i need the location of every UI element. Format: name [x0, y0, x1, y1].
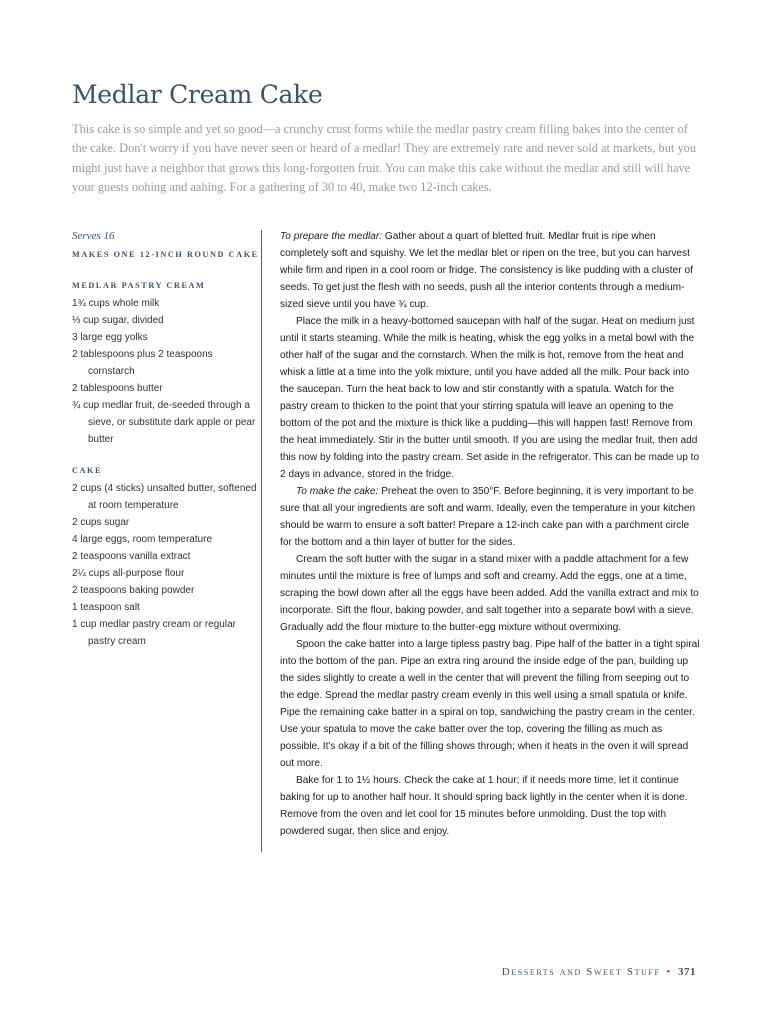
column-divider	[261, 230, 262, 852]
instruction-text: Cream the soft butter with the sugar in a stand mixer with a paddle attachment for a few minutes until the mixture is free of lumps and soft and creamy. Add the eggs, one at a time, scraping the bowl down after all the eggs have been added. Add the vanilla extract and mix to incorporate. Sift the flour, baking powder, and salt together into a separate bowl with a sieve. Gradually add the flour mixture to the butter-egg mixture without overmixing.	[280, 554, 699, 633]
instruction-text: Spoon the cake batter into a large tipless pastry bag. Pipe half of the batter in a tight spiral into the bottom of the pan. Pipe an extra ring around the inside edge of the pan, building up the sides slightly to create a well in the center that will prevent the filling from seeping out to the edge. Spread the medlar pastry cream evenly in this well using a small spatula or knife. Pipe the remaining cake batter in a spiral on top, sandwiching the pastry cream in the center. Use your spatula to move the cake batter over the top, covering the filling as much as possible. It's okay if a bit of the filling shows through; when it heats in the oven it will spread out more.	[280, 639, 700, 769]
serves: Serves 16	[72, 230, 115, 242]
ingredient-list-cake	[72, 480, 262, 650]
instruction-text: Place the milk in a heavy-bottomed saucepan with half of the sugar. Heat on medium just until it starts steaming. While the milk is heating, whisk the egg yolks in a metal bowl with the other half of the sugar and the cornstarch. When the milk is hot, remove from the heat and whisk a little at a time into the yolk mixture, until you have added all the milk. Pour back into the saucepan. Turn the heat back to low and stir constantly with a spatula. Watch for the pastry cream to thicken to the point that your stirring spatula will leave an opening to the bottom of the pot and the mixture is thick like a pudding—this will happen fast! Remove from the heat immediately. Stir in the butter until smooth. If you are using the medlar fruit, then add this now by folding into the pastry cream. Set aside in the refrigerator. This can be made up to 2 days in advance, stored in the fridge.	[280, 316, 700, 480]
ingredient-item: 1 teaspoon salt	[72, 602, 140, 613]
section-heading-pastry-cream: MEDLAR PASTRY CREAM	[72, 281, 206, 290]
instruction-text: Gather about a quart of bletted fruit. Medlar fruit is ripe when completely soft and squishy. We let the medlar blet or ripen on the tree, but you can harvest while firm and ripen in a cool room or fridge. The consistency is like pudding with a cluster of seeds. To get just the flesh with no seeds, push all the interior contents through a medium-sized sieve until you have ¾ cup.	[280, 231, 693, 310]
yield: MAKES ONE 12-INCH ROUND CAKE	[72, 250, 259, 259]
ingredient-item: 2 teaspoons baking powder	[72, 585, 195, 596]
ingredient-item: 2 cups (4 sticks) unsalted butter, softened at room temperature	[72, 483, 257, 511]
instructions-column	[280, 228, 700, 840]
instruction-lead-in: To prepare the medlar:	[280, 231, 383, 242]
page-title: Medlar Cream Cake	[72, 80, 323, 109]
ingredient-item: ⅓ cup sugar, divided	[72, 315, 164, 326]
instruction-text: Bake for 1 to 1½ hours. Check the cake at 1 hour; if it needs more time, let it continue baking for up to another half hour. It should spring back lightly in the center when it is done. Remove from the oven and let cool for 15 minutes before unmolding. Dust the top with powdered sugar, then slice and enjoy.	[280, 775, 688, 837]
ingredient-item: 3 large egg yolks	[72, 332, 148, 343]
ingredient-item: 2 tablespoons plus 2 teaspoons cornstarch	[72, 349, 213, 377]
ingredient-item: 2 cups sugar	[72, 517, 130, 528]
instruction-paragraph	[280, 313, 700, 483]
instruction-paragraph	[280, 772, 700, 840]
ingredient-item: ¾ cup medlar fruit, de-seeded through a sieve, or substitute dark apple or pear butter	[72, 400, 256, 445]
instruction-paragraph	[280, 551, 700, 636]
instruction-paragraph	[280, 228, 700, 313]
ingredient-item: 4 large eggs, room temperature	[72, 534, 213, 545]
instruction-lead-in: To make the cake:	[296, 486, 379, 497]
ingredient-item: 1 cup medlar pastry cream or regular pastry cream	[72, 619, 236, 647]
ingredient-item: 2 teaspoons vanilla extract	[72, 551, 191, 562]
ingredient-list-pastry-cream	[72, 295, 262, 448]
section-heading-cake: CAKE	[72, 466, 103, 475]
ingredient-item: 1¾ cups whole milk	[72, 298, 160, 309]
ingredient-item: 2¼ cups all-purpose flour	[72, 568, 185, 579]
recipe-intro: This cake is so simple and yet so good—a crunchy crust forms while the medlar pastry cream filling bakes into the center of the cake. Don't worry if you have never seen or heard of a medlar! They are extremely rare and never sold at markets, but you might just have a neighbor that grows this long-forgotten fruit. You can make this cake without the medlar and still will have your guests oohing and aahing. For a gathering of 30 to 40, make two 12-inch cakes.	[72, 122, 697, 194]
page-number: 371	[678, 966, 696, 978]
page-footer	[502, 966, 696, 978]
instruction-paragraph	[280, 636, 700, 772]
ingredient-item: 2 tablespoons butter	[72, 383, 163, 394]
footer-separator: •	[666, 966, 672, 978]
instruction-text: Preheat the oven to 350°F. Before beginning, it is very important to be sure that all your ingredients are soft and warm. Ideally, even the temperature in your kitchen should be warm to ensure a soft batter! Prepare a 12-inch cake pan with a parchment circle for the bottom and a thin layer of butter for the sides.	[280, 486, 696, 548]
footer-section-title: Desserts and Sweet Stuff	[501, 966, 661, 978]
ingredients-column	[72, 228, 262, 650]
instruction-paragraph	[280, 483, 700, 551]
